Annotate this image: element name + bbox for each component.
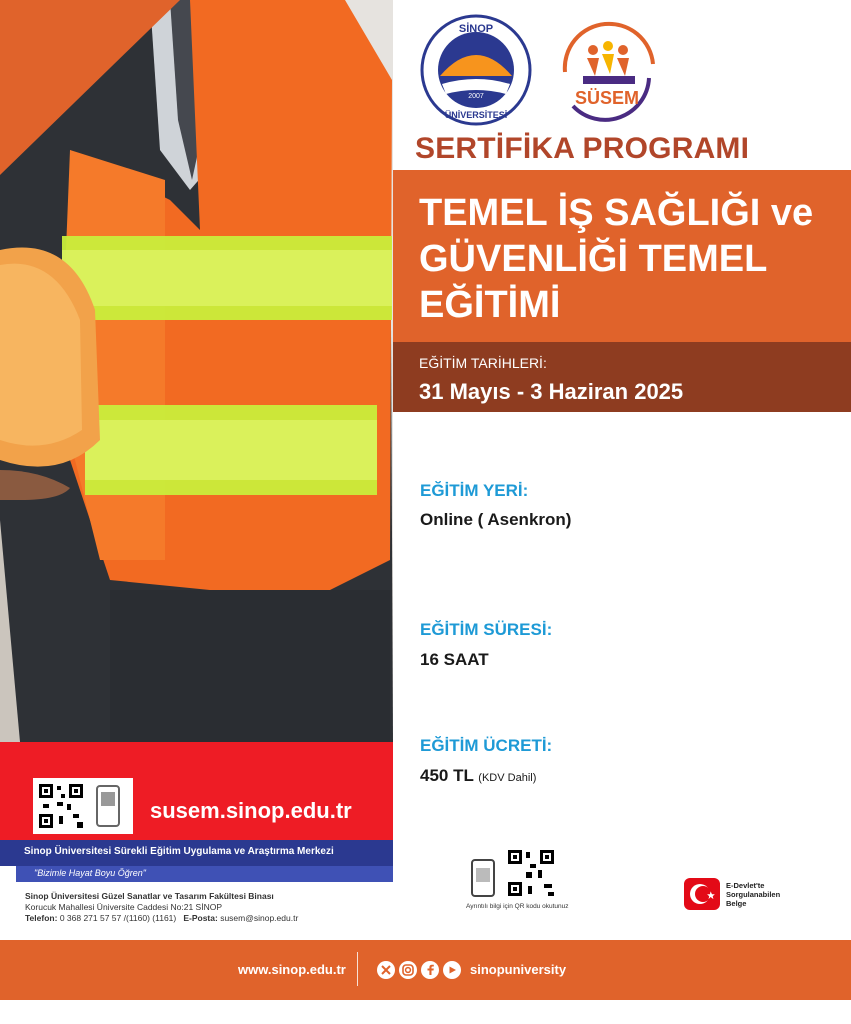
dates-label: EĞİTİM TARİHLERİ:: [419, 355, 547, 371]
svg-text:SÜSEM: SÜSEM: [574, 88, 640, 108]
center-name: Sinop Üniversitesi Sürekli Eğitim Uygulama ve Araştırma Merkezi: [24, 846, 334, 857]
dates-band: [393, 342, 851, 412]
course-title: [419, 190, 839, 328]
course-title-line: GÜVENLİĞİ TEMEL: [419, 238, 768, 280]
svg-text:E-Devlet'te: E-Devlet'te: [726, 881, 765, 890]
svg-text:SİNOP: SİNOP: [458, 23, 494, 35]
fee-value: [420, 766, 536, 786]
footer-bar: [0, 940, 851, 1000]
footer-social-handle[interactable]: sinopuniversity: [470, 962, 567, 977]
course-title-line: TEMEL İŞ SAĞLIĞI ve: [419, 192, 814, 234]
slogan-bar: [16, 866, 393, 882]
contact-address: [25, 891, 298, 924]
susem-website-link[interactable]: susem.sinop.edu.tr: [150, 798, 352, 823]
instagram-icon: [399, 961, 417, 979]
course-title-line: EĞİTİMİ: [419, 284, 561, 326]
duration-value: 16 SAAT: [420, 650, 489, 669]
email-address[interactable]: susem@sinop.edu.tr: [220, 913, 299, 923]
promo-qr[interactable]: [33, 778, 133, 834]
svg-text:2007: 2007: [468, 93, 484, 100]
promo-panel: [0, 742, 393, 840]
qr-code-icon: [33, 778, 133, 834]
title-band: [393, 170, 851, 342]
place-value: Online ( Asenkron): [420, 510, 572, 529]
hero-photo: [0, 0, 393, 742]
place-label: EĞİTİM YERİ:: [420, 481, 529, 500]
fee-note: (KDV Dahil): [478, 772, 537, 784]
address-line: Korucuk Mahallesi Üniversite Caddesi No:21 SİNOP: [25, 902, 223, 912]
sinop-university-logo: [420, 14, 532, 126]
svg-text:ÜNİVERSİTESİ: ÜNİVERSİTESİ: [444, 110, 508, 120]
worker-illustration: [0, 0, 393, 742]
address-title: Sinop Üniversitesi Güzel Sanatlar ve Tasarım Fakültesi Binası: [25, 891, 274, 901]
duration-label: EĞİTİM SÜRESİ:: [420, 620, 553, 639]
social-icons: [376, 960, 466, 980]
x-icon: [377, 961, 395, 979]
svg-text:Sorgulanabilen: Sorgulanabilen: [726, 890, 781, 899]
fee-label: EĞİTİM ÜCRETİ:: [420, 736, 553, 755]
facebook-icon: [421, 961, 439, 979]
youtube-icon: [443, 961, 461, 979]
phone-number: 0 368 271 57 57 /(1160) (1161): [59, 913, 177, 923]
program-label: SERTİFİKA PROGRAMI: [415, 132, 750, 165]
footer-divider: [357, 952, 358, 986]
phone-label: Telefon:: [25, 913, 58, 923]
footer-website-link[interactable]: www.sinop.edu.tr: [238, 962, 346, 977]
edevlet-badge: [684, 876, 794, 912]
slogan: "Bizimle Hayat Boyu Öğren": [34, 868, 146, 878]
center-name-bar: [0, 840, 393, 866]
fee-amount: 450 TL: [420, 766, 474, 785]
dates-value: 31 Mayıs - 3 Haziran 2025: [419, 379, 684, 404]
email-label: E-Posta:: [183, 913, 218, 923]
svg-text:Belge: Belge: [726, 899, 747, 908]
qr-caption: Ayrıntılı bilgi için QR kodu okutunuz: [466, 903, 569, 910]
susem-logo: [553, 16, 661, 126]
